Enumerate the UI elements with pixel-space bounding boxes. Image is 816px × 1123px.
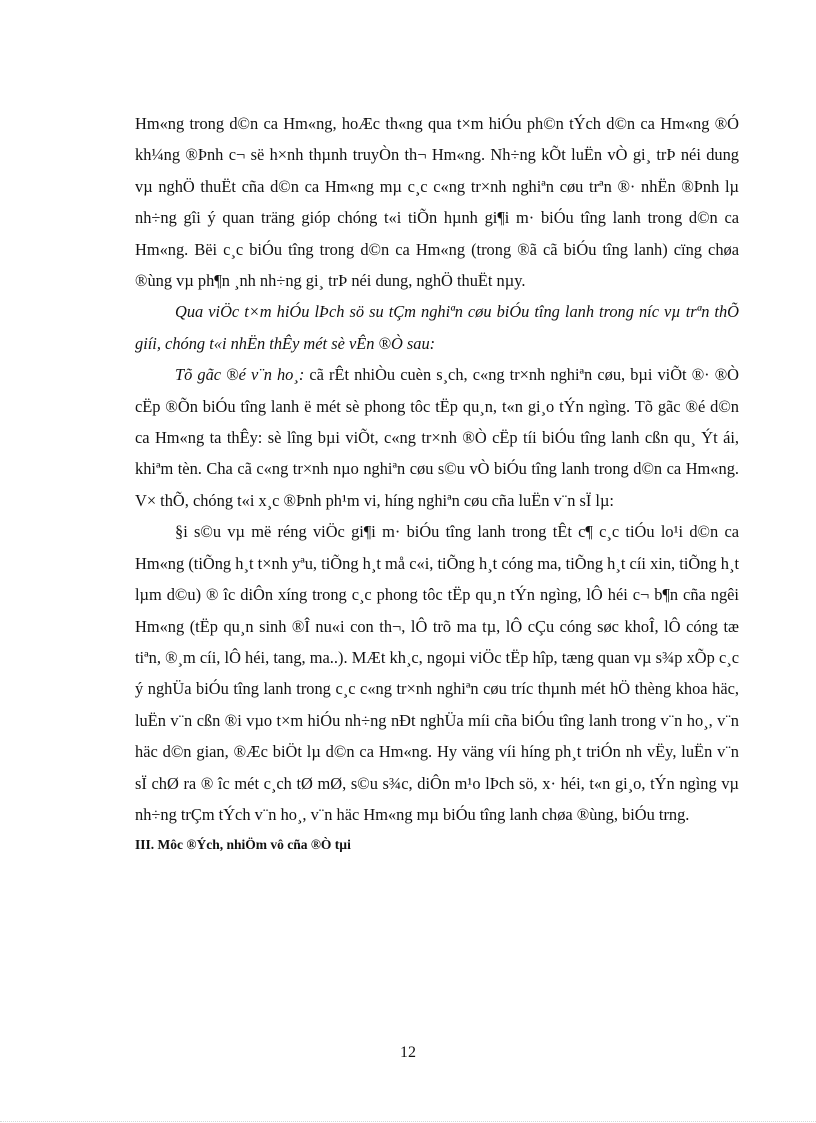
paragraph-text-cultural: cã rÊt nhiÒu cuèn s¸ch, c«ng tr×nh nghiªn cøu, bµi viÕt ®· ®Ò cËp ®Õn biÓu tîng lanh ë mét sè phong tôc tËp qu¸n, t«n gi¸o tÝn ngìng. Tõ gãc ®é d©n ca Hm«ng ta thÊy: sè lîng bµi viÕt, c«ng tr×nh ®Ò cËp tíi biÓu tîng lanh cßn qu¸ Ýt ái, khiªm tèn. Cha cã c«ng tr×nh nµo nghiªn cøu s©u vÒ biÓu tîng lanh trong d©n ca Hm«ng. V× thÕ, chóng t«i x¸c ®Þnh ph¹m vi, híng nghiªn cøu cña luËn v¨n sÏ lµ:: [135, 365, 739, 510]
paragraph-body-1: Hm«ng trong d©n ca Hm«ng, hoÆc th«ng qua t×m hiÓu ph©n tÝch d©n ca Hm«ng ®Ó kh¼ng ®Þnh c¬ së h×nh thµnh truyÒn th¬ Hm«ng. Nh÷ng kÕt luËn vÒ gi¸ trÞ néi dung vµ nghÖ thuËt cña d©n ca Hm«ng mµ c¸c c«ng tr×nh nghiªn cøu trªn ®· nhËn ®Þnh lµ nh÷ng gîi ý quan träng gióp chóng t«i tiÕn hµnh gi¶i m· biÓu tîng lanh trong d©n ca Hm«ng. Bëi c¸c biÓu tîng trong d©n ca Hm«ng (trong ®ã cã biÓu tîng lanh) cïng chøa ®ùng vµ ph¶n ¸nh nh÷ng gi¸ trÞ néi dung, nghÖ thuËt nµy.: [135, 114, 739, 291]
paragraph-body-2: Qua viÖc t×m hiÓu lÞch sö su tÇm nghiªn cøu biÓu tîng lanh trong níc vµ trªn thÕ giíi, chóng t«i nhËn thÊy mét sè vÊn ®Ò sau:: [135, 302, 739, 353]
paragraph-body-3: [135, 359, 739, 516]
page-body: [135, 108, 739, 858]
section-heading: III. Môc ®Ých, nhiÖm vô cña ®Ò tµi: [135, 837, 351, 853]
page-number: 12: [400, 1044, 416, 1061]
paragraph-lead-cultural: Tõ gãc ®é v¨n ho¸:: [175, 365, 305, 385]
footer-divider: [0, 1121, 816, 1122]
paragraph-body-4: §i s©u vµ më réng viÖc gi¶i m· biÓu tîng lanh trong tÊt c¶ c¸c tiÓu lo¹i d©n ca Hm«ng (tiÕng h¸t t×nh yªu, tiÕng h¸t må c«i, tiÕng h¸t cóng ma, tiÕng h¸t cíi xin, tiÕng h¸t lµm d©u) ® îc diÔn xíng trong c¸c phong tôc tËp qu¸n tÝn ngìng, lÔ héi c¬ b¶n cña ngêi Hm«ng (tËp qu¸n sinh ®Î nu«i con th¬, lÔ trõ ma tµ, lÔ cÇu cóng søc khoÎ, lÔ cóng tæ tiªn, ®¸m cíi, lÔ héi, tang, ma..). MÆt kh¸c, ngoµi viÖc tËp hîp, tæng quan vµ s¾p xÕp c¸c ý nghÜa biÓu tîng lanh trong c¸c c«ng tr×nh nghiªn cøu tríc thµnh mét hÖ thèng khoa häc, luËn v¨n cßn ®i vµo t×m hiÓu nh÷ng nÐt nghÜa míi cña biÓu tîng lanh trong v¨n ho¸, v¨n häc d©n gian, ®Æc biÖt lµ d©n ca Hm«ng. Hy väng víi híng ph¸t triÓn nh vËy, luËn v¨n sÏ chØ ra ® îc mét c¸ch tØ mØ, s©u s¾c, diÔn m¹o lÞch sö, x· héi, t«n gi¸o, tÝn ngìng vµ nh÷ng trÇm tÝch v¨n ho¸, v¨n häc Hm«ng mµ biÓu tîng lanh chøa ®ùng, biÓu trng.: [135, 522, 739, 824]
